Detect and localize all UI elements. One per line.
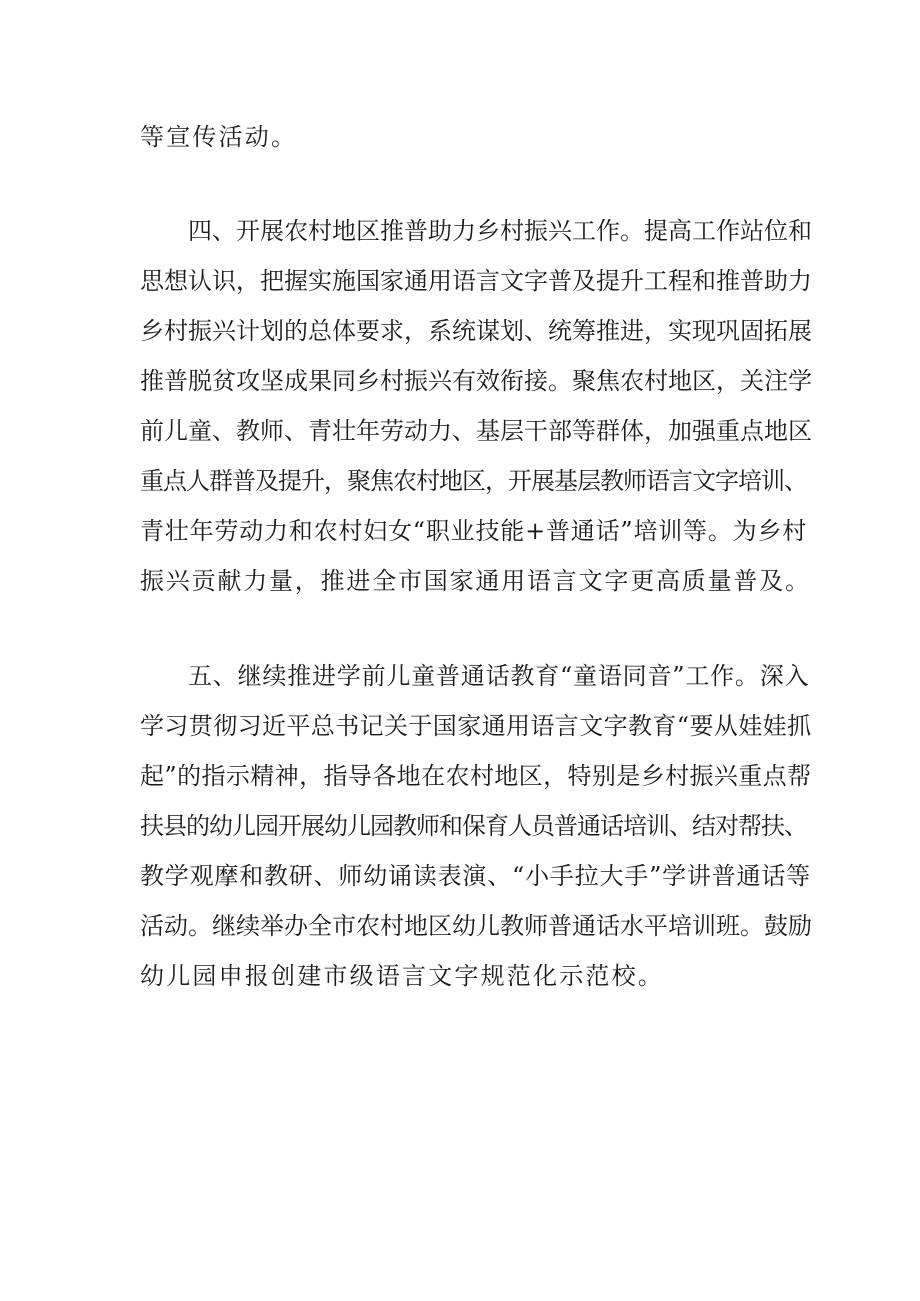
section4-line-5: 前儿童、教师、青壮年劳动力、基层干部等群体，加强重点地区 (140, 417, 812, 445)
section4-line-4: 推普脱贫攻坚成果同乡村振兴有效衔接。聚焦农村地区，关注学 (140, 367, 812, 395)
section5-line-2: 学习贯彻习近平总书记关于国家通用语言文字教育“要从娃娃抓 (140, 712, 812, 740)
section5-line-1: 五、继续推进学前儿童普通话教育“童语同音”工作。深入 (188, 662, 810, 690)
section5-line-3: 起”的指示精神，指导各地在农村地区，特别是乡村振兴重点帮 (140, 762, 812, 790)
section5-line-5: 教学观摩和教研、师幼诵读表演、“小手拉大手”学讲普通话等 (140, 862, 811, 890)
section4-line-2: 思想认识，把握实施国家通用语言文字普及提升工程和推普助力 (140, 267, 812, 295)
section4-line-1: 四、开展农村地区推普助力乡村振兴工作。提高工作站位和 (188, 217, 812, 245)
section4-line-8: 振兴贡献力量，推进全市国家通用语言文字更高质量普及。 (140, 567, 811, 595)
section5-line-6: 活动。继续举办全市农村地区幼儿教师普通话水平培训班。鼓励 (140, 912, 812, 940)
fragment-line-1: 等宣传活动。 (140, 123, 298, 151)
section4-line-3: 乡村振兴计划的总体要求，系统谋划、统筹推进，实现巩固拓展 (140, 317, 812, 345)
section4-line-6: 重点人群普及提升，聚焦农村地区，开展基层教师语言文字培训、 (140, 467, 807, 495)
section4-line-7: 青壮年劳动力和农村妇女“职业技能+普通话”培训等。为乡村 (140, 517, 808, 545)
section5-line-7: 幼儿园申报创建市级语言文字规范化示范校。 (140, 962, 664, 990)
section5-line-4: 扶县的幼儿园开展幼儿园教师和保育人员普通话培训、结对帮扶、 (140, 812, 807, 840)
